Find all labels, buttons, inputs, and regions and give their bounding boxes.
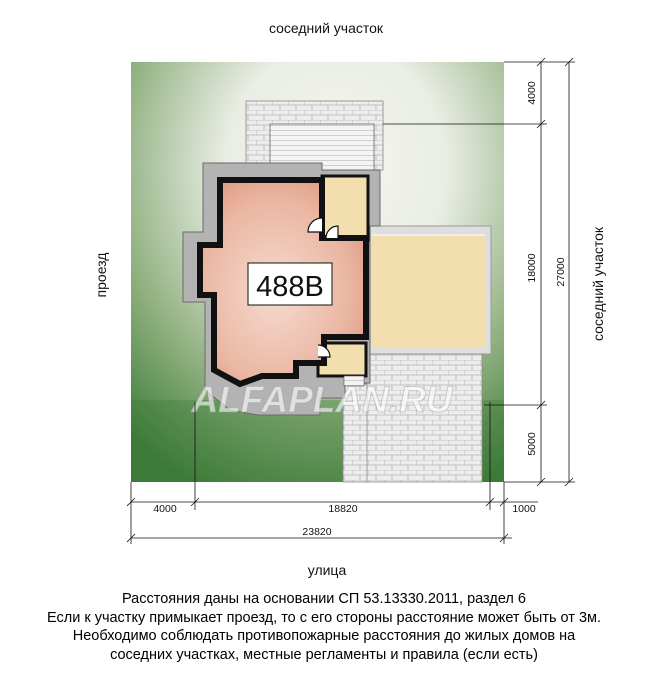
- regulation-notes: [0, 590, 648, 664]
- project-code: 488B: [256, 271, 324, 303]
- dim-right-setback: 1000: [512, 503, 536, 515]
- dim-house-width: 18820: [328, 503, 358, 515]
- dim-lot-depth: 27000: [555, 257, 567, 287]
- note-line: Если к участку примыкает проезд, то с его стороны расстояние может быть от 3м.: [46, 609, 602, 626]
- note-line: Расстояния даны на основании СП 53.13330.2011, раздел 6: [121, 591, 526, 607]
- dim-house-depth: 18000: [526, 253, 538, 283]
- street-label: улица: [307, 562, 347, 578]
- dim-top-setback: 4000: [526, 81, 538, 105]
- dim-lot-width: 23820: [302, 526, 332, 538]
- terrace-floor: [372, 235, 485, 347]
- right-neighbor-label: соседний участок: [590, 226, 606, 342]
- note-line: Необходимо соблюдать противопожарные расстояния до жилых домов на: [72, 628, 576, 644]
- watermark: ALFAPLAN.RU: [191, 379, 453, 420]
- top-neighbor-label: соседний участок: [268, 20, 384, 36]
- left-driveway-label: проезд: [93, 252, 109, 298]
- dim-bottom-setback: 5000: [526, 432, 538, 456]
- note-line: соседних участках, местные регламенты и правила (если есть): [110, 646, 538, 663]
- dim-left-setback: 4000: [153, 503, 177, 515]
